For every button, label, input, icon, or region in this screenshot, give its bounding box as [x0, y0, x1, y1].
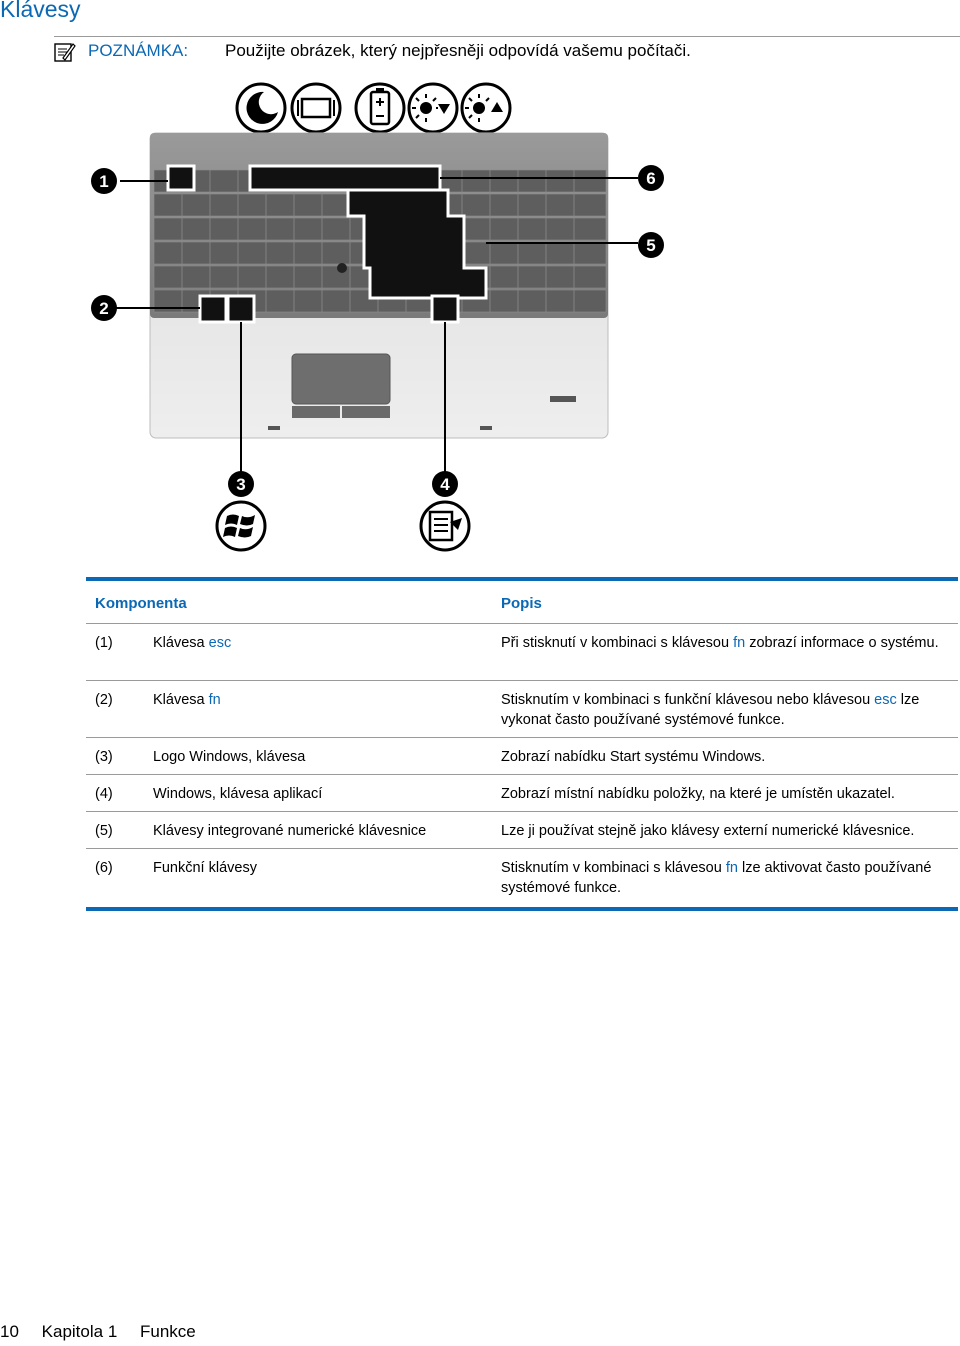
note-text: Použijte obrázek, který nejpřesněji odpovídá vašemu počítači. [225, 41, 691, 60]
table-row [86, 681, 958, 738]
row-number-text: (3) [95, 749, 113, 765]
note-box [54, 36, 960, 67]
brightness-down-icon [409, 84, 457, 132]
component-text: Logo Windows, klávesa [153, 749, 306, 765]
table-row [86, 812, 958, 849]
description-text: Při stisknutí v kombinaci s klávesou [501, 635, 734, 651]
brightness-up-icon [462, 84, 510, 132]
callout-5 [638, 232, 664, 258]
row-number-text: (2) [95, 692, 113, 708]
table-bottom-rule [86, 907, 958, 911]
description-text: Stisknutím v kombinaci s funkční klávesou nebo klávesou [501, 692, 875, 708]
row-description [501, 784, 956, 804]
description-text: Zobrazí místní nabídku položky, na které je umístěn ukazatel. [501, 786, 895, 802]
component-text: Klávesy integrované numerické klávesnice [153, 823, 427, 839]
chapter-label: Kapitola 1 [41, 1322, 118, 1341]
display-switch-icon [292, 84, 340, 132]
callout-1 [91, 168, 117, 194]
application-key-icon [421, 502, 469, 550]
component-key-name: esc [208, 635, 232, 651]
table-row [86, 624, 958, 681]
svg-text:4: 4 [440, 475, 450, 494]
row-description [501, 821, 956, 841]
keyboard-illustration [86, 78, 716, 558]
component-text: Klávesa [153, 692, 209, 708]
row-number-text: (6) [95, 860, 113, 876]
header-description: Popis [501, 595, 542, 612]
description-key-name: fn [733, 635, 746, 651]
svg-text:2: 2 [99, 299, 109, 318]
row-description [501, 747, 956, 767]
page-title: Klávesy [0, 0, 81, 22]
sleep-icon [237, 84, 285, 132]
component-table [86, 577, 958, 911]
battery-icon [356, 84, 404, 132]
row-description [501, 690, 956, 730]
row-number-text: (1) [95, 635, 113, 651]
svg-text:3: 3 [236, 475, 246, 494]
header-component: Komponenta [95, 595, 187, 612]
component-text: Windows, klávesa aplikací [153, 786, 323, 802]
table-header [86, 581, 958, 624]
component-text: Klávesa [153, 635, 209, 651]
description-text: Zobrazí nabídku Start systému Windows. [501, 749, 766, 765]
svg-text:6: 6 [646, 169, 656, 188]
component-text: Funkční klávesy [153, 860, 257, 876]
svg-text:5: 5 [646, 236, 656, 255]
row-number [95, 633, 113, 653]
row-number [95, 821, 113, 841]
note-label: POZNÁMKA: [88, 41, 189, 60]
callout-3 [228, 471, 254, 497]
table-row [86, 775, 958, 812]
row-description [501, 633, 956, 653]
row-component [153, 633, 231, 653]
chapter-title: Funkce [140, 1322, 196, 1341]
page-number: 10 [0, 1322, 19, 1341]
description-key-name: fn [725, 860, 738, 876]
row-number-text: (4) [95, 786, 113, 802]
description-text-end: lze vykonat často používané systémové funkce. [501, 692, 920, 728]
row-number-text: (5) [95, 823, 113, 839]
description-text: Lze ji používat stejně jako klávesy externí numerické klávesnice. [501, 823, 915, 839]
svg-text:1: 1 [99, 172, 109, 191]
row-number [95, 747, 113, 767]
row-description [501, 858, 956, 898]
description-text-end: lze aktivovat často používané systémové funkce. [501, 860, 932, 896]
table-row [86, 738, 958, 775]
windows-logo-icon [217, 502, 265, 550]
component-key-name: fn [208, 692, 221, 708]
note-pencil-icon [54, 41, 76, 63]
callout-2 [91, 295, 117, 321]
description-key-name: esc [874, 692, 897, 708]
callout-4 [432, 471, 458, 497]
page-footer [0, 1322, 214, 1342]
function-key-icons [237, 84, 510, 132]
callout-6 [638, 165, 664, 191]
row-number [95, 784, 113, 804]
row-component [153, 821, 426, 841]
description-text-end: zobrazí informace o systému. [745, 635, 939, 651]
row-number [95, 690, 113, 710]
row-component [153, 690, 221, 710]
row-component [153, 784, 322, 804]
description-text: Stisknutím v kombinaci s klávesou [501, 860, 726, 876]
table-row [86, 849, 958, 907]
row-component [153, 747, 305, 767]
row-number [95, 858, 113, 878]
row-component [153, 858, 257, 878]
